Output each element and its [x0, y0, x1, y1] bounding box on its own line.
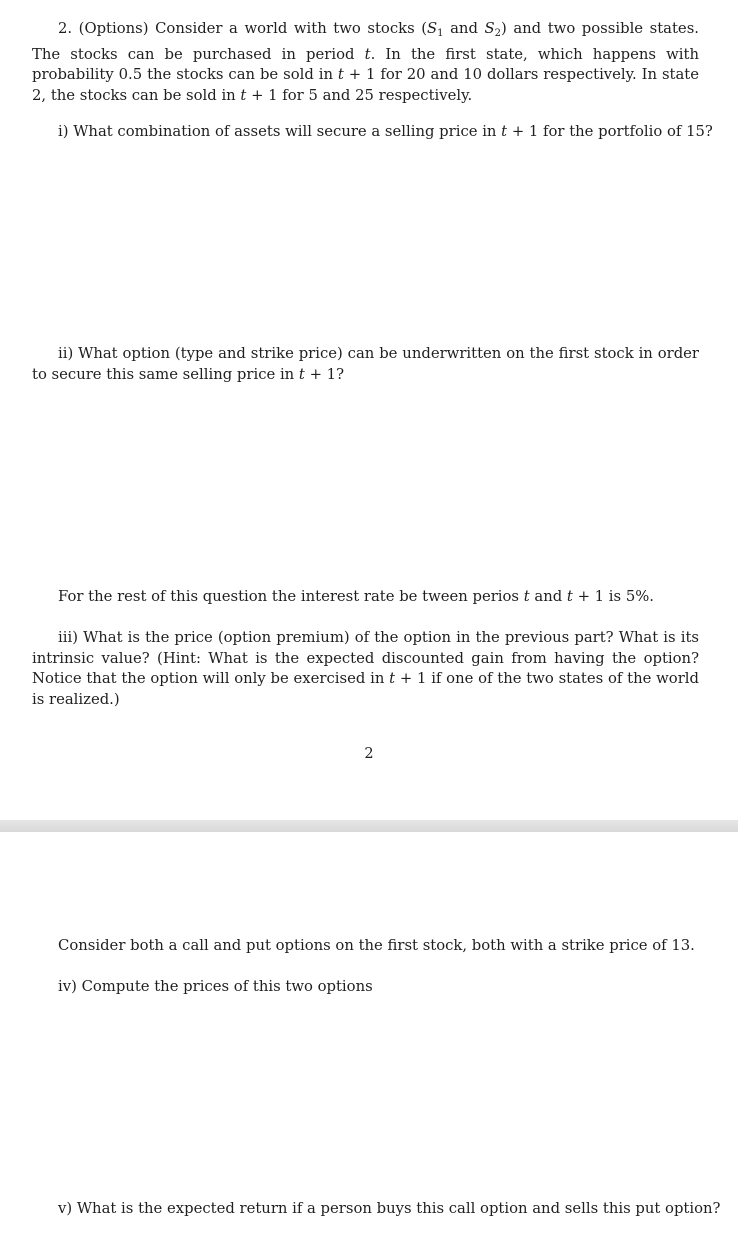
question-2-intro: 2. (Options) Consider a world with two stocks ($S_1$ and $S_2$) and two possible states. The stocks can be purchased in period t. In the first state, which happens with probability 0.5 the stocks can be sold in t + 1 for 20 and 10 dollars respectively. In state 2, the stocks can be sold in t + 1 for 5 and 25 respectively.: [32, 20, 700, 104]
question-iii: iii) What is the price (option premium) of the option in the previous part? What is its intrinsic value? (Hint: What is the expected discounted gain from having the option? Notice that the option will only be exercised in t + 1 if one of the two states of the world is realized.): [32, 629, 699, 708]
consider-options: Consider both a call and put options on the first stock, both with a strike price of 13.: [58, 937, 695, 954]
page-2: [0, 832, 738, 1242]
question-iv: iv) Compute the prices of this two options: [58, 978, 373, 995]
page-separator: [0, 820, 738, 832]
page-number: 2: [364, 746, 374, 762]
question-v: v) What is the expected return if a person buys this call option and sells this put option?: [58, 1200, 721, 1217]
question-ii: ii) What option (type and strike price) can be underwritten on the first stock in order to secure this same selling price in t + 1?: [32, 345, 699, 383]
question-i: i) What combination of assets will secure a selling price in t + 1 for the portfolio of 15?: [58, 123, 713, 140]
interest-rate-note: For the rest of this question the interest rate be tween perios t and t + 1 is 5%.: [58, 588, 655, 605]
